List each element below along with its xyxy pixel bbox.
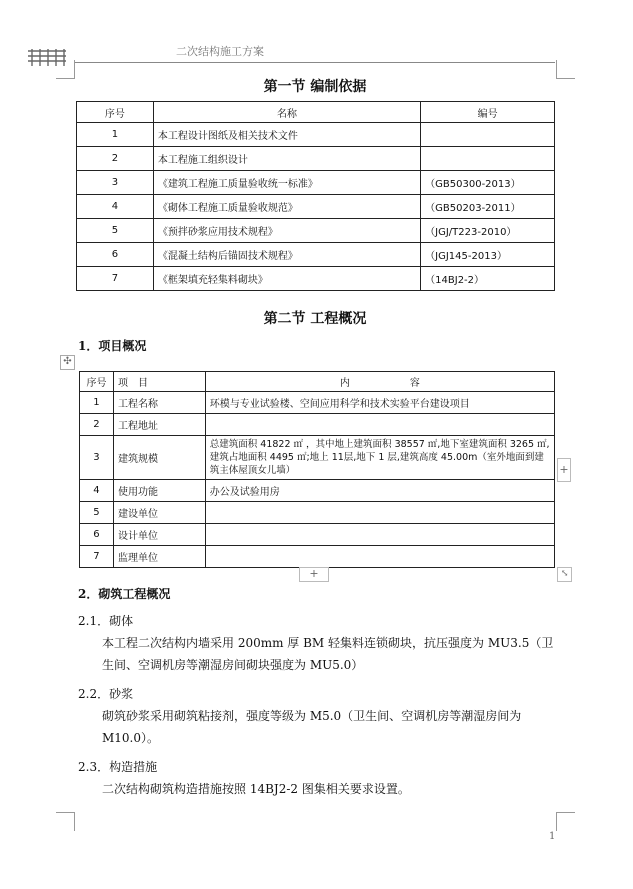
table-row (80, 480, 555, 502)
paragraph-masonry (78, 632, 556, 676)
table-row (80, 392, 555, 414)
cell-item: 使用功能 (113, 480, 205, 502)
cell-index: 4 (80, 480, 114, 502)
cell-code: （JGJ145-2013） (421, 243, 555, 267)
table-row (77, 243, 555, 267)
paragraph-mortar (78, 705, 556, 749)
page-number: 1 (549, 831, 556, 842)
cell-code (421, 123, 555, 147)
table-move-handle-icon[interactable]: ✣ (60, 355, 75, 370)
table-row (80, 436, 555, 480)
cell-code: （JGJ/T223-2010） (421, 219, 555, 243)
column-header: 内 容 (205, 372, 554, 392)
subheading-project-overview: 1．项目概况 (78, 339, 147, 353)
cell-index: 3 (77, 171, 154, 195)
cell-content: 环模与专业试验楼、空间应用科学和技术实验平台建设项目 (205, 392, 554, 414)
cell-index: 7 (80, 546, 114, 568)
table-row (77, 219, 555, 243)
cell-item: 建筑规模 (113, 436, 205, 480)
table-row (77, 171, 555, 195)
cell-name: 《建筑工程施工质量验收统一标准》 (153, 171, 420, 195)
cell-index: 6 (77, 243, 154, 267)
table-resize-icon[interactable]: ⤡ (557, 567, 572, 582)
subheading-masonry: 2.1．砌体 (78, 614, 134, 628)
cell-index: 1 (80, 392, 114, 414)
table-row (77, 123, 555, 147)
cell-code: （GB50300-2013） (421, 171, 555, 195)
header-title: 二次结构施工方案 (176, 45, 264, 58)
cell-index: 7 (77, 267, 154, 291)
paragraph-text: 二次结构砌筑构造措施按照 14BJ2-2 图集相关要求设置。 (102, 782, 410, 796)
cell-item: 设计单位 (113, 524, 205, 546)
cell-index: 6 (80, 524, 114, 546)
subheading-mortar: 2.2．砂浆 (78, 687, 134, 701)
cell-name: 《预拌砂浆应用技术规程》 (153, 219, 420, 243)
cell-content: 办公及试验用房 (205, 480, 554, 502)
table-row (77, 147, 555, 171)
cell-name: 《混凝土结构后锚固技术规程》 (153, 243, 420, 267)
cell-name: 本工程施工组织设计 (153, 147, 420, 171)
cell-item: 工程名称 (113, 392, 205, 414)
table-row (77, 267, 555, 291)
column-header: 编号 (421, 102, 555, 123)
column-header: 名称 (153, 102, 420, 123)
table-row (80, 414, 555, 436)
cell-index: 5 (80, 502, 114, 524)
company-logo (26, 47, 70, 67)
cell-index: 2 (77, 147, 154, 171)
basis-table (76, 101, 555, 291)
cell-item: 建设单位 (113, 502, 205, 524)
cell-item: 监理单位 (113, 546, 205, 568)
table-row (80, 546, 555, 568)
cell-content: 总建筑面积 41822 ㎡ ，其中地上建筑面积 38557 ㎡,地下室建筑面积 3265 ㎡,建筑占地面积 4495 ㎡;地上 11层,地下 1 层,建筑高度 45.00m（室外地面到建筑主体屋顶女儿墙） (205, 436, 554, 480)
paragraph-text: 本工程二次结构内墙采用 200mm 厚 BM 轻集料连锁砌块，抗压强度为 MU3.5（卫生间、空调机房等潮湿房间砌块强度为 MU5.0） (102, 636, 554, 672)
column-header: 序号 (80, 372, 114, 392)
cell-name: 本工程设计图纸及相关技术文件 (153, 123, 420, 147)
cell-name: 《框架填充轻集料砌块》 (153, 267, 420, 291)
paragraph-construction-measures (78, 778, 556, 800)
cell-code (421, 147, 555, 171)
paragraph-text: 砌筑砂浆采用砌筑粘接剂，强度等级为 M5.0（卫生间、空调机房等潮湿房间为 M10.0）。 (102, 709, 522, 745)
table-header-row (80, 372, 555, 392)
subheading-masonry-overview: 2．砌筑工程概况 (78, 587, 171, 601)
table-row (80, 502, 555, 524)
table-row (80, 524, 555, 546)
cell-code: （14BJ2-2） (421, 267, 555, 291)
section2-title: 第二节 工程概况 (263, 311, 367, 327)
table-header-row (77, 102, 555, 123)
cell-index: 3 (80, 436, 114, 480)
cell-content (205, 502, 554, 524)
column-header: 项 目 (113, 372, 205, 392)
cell-index: 1 (77, 123, 154, 147)
add-row-button[interactable]: + (557, 458, 571, 482)
cell-content (205, 546, 554, 568)
column-header: 序号 (77, 102, 154, 123)
subheading-construction-measures: 2.3．构造措施 (78, 760, 158, 774)
header-divider (75, 62, 555, 63)
add-column-button[interactable]: + (299, 567, 329, 582)
cell-item: 工程地址 (113, 414, 205, 436)
cell-index: 4 (77, 195, 154, 219)
cell-code: （GB50203-2011） (421, 195, 555, 219)
margin-corner-bottom-left (56, 812, 75, 831)
cell-content (205, 524, 554, 546)
margin-corner-bottom-right (556, 812, 575, 831)
table-row (77, 195, 555, 219)
cell-content (205, 414, 554, 436)
cell-index: 2 (80, 414, 114, 436)
margin-corner-top-right (556, 60, 575, 79)
section1-title: 第一节 编制依据 (263, 79, 367, 95)
cell-name: 《砌体工程施工质量验收规范》 (153, 195, 420, 219)
cell-index: 5 (77, 219, 154, 243)
project-overview-table (79, 371, 555, 568)
